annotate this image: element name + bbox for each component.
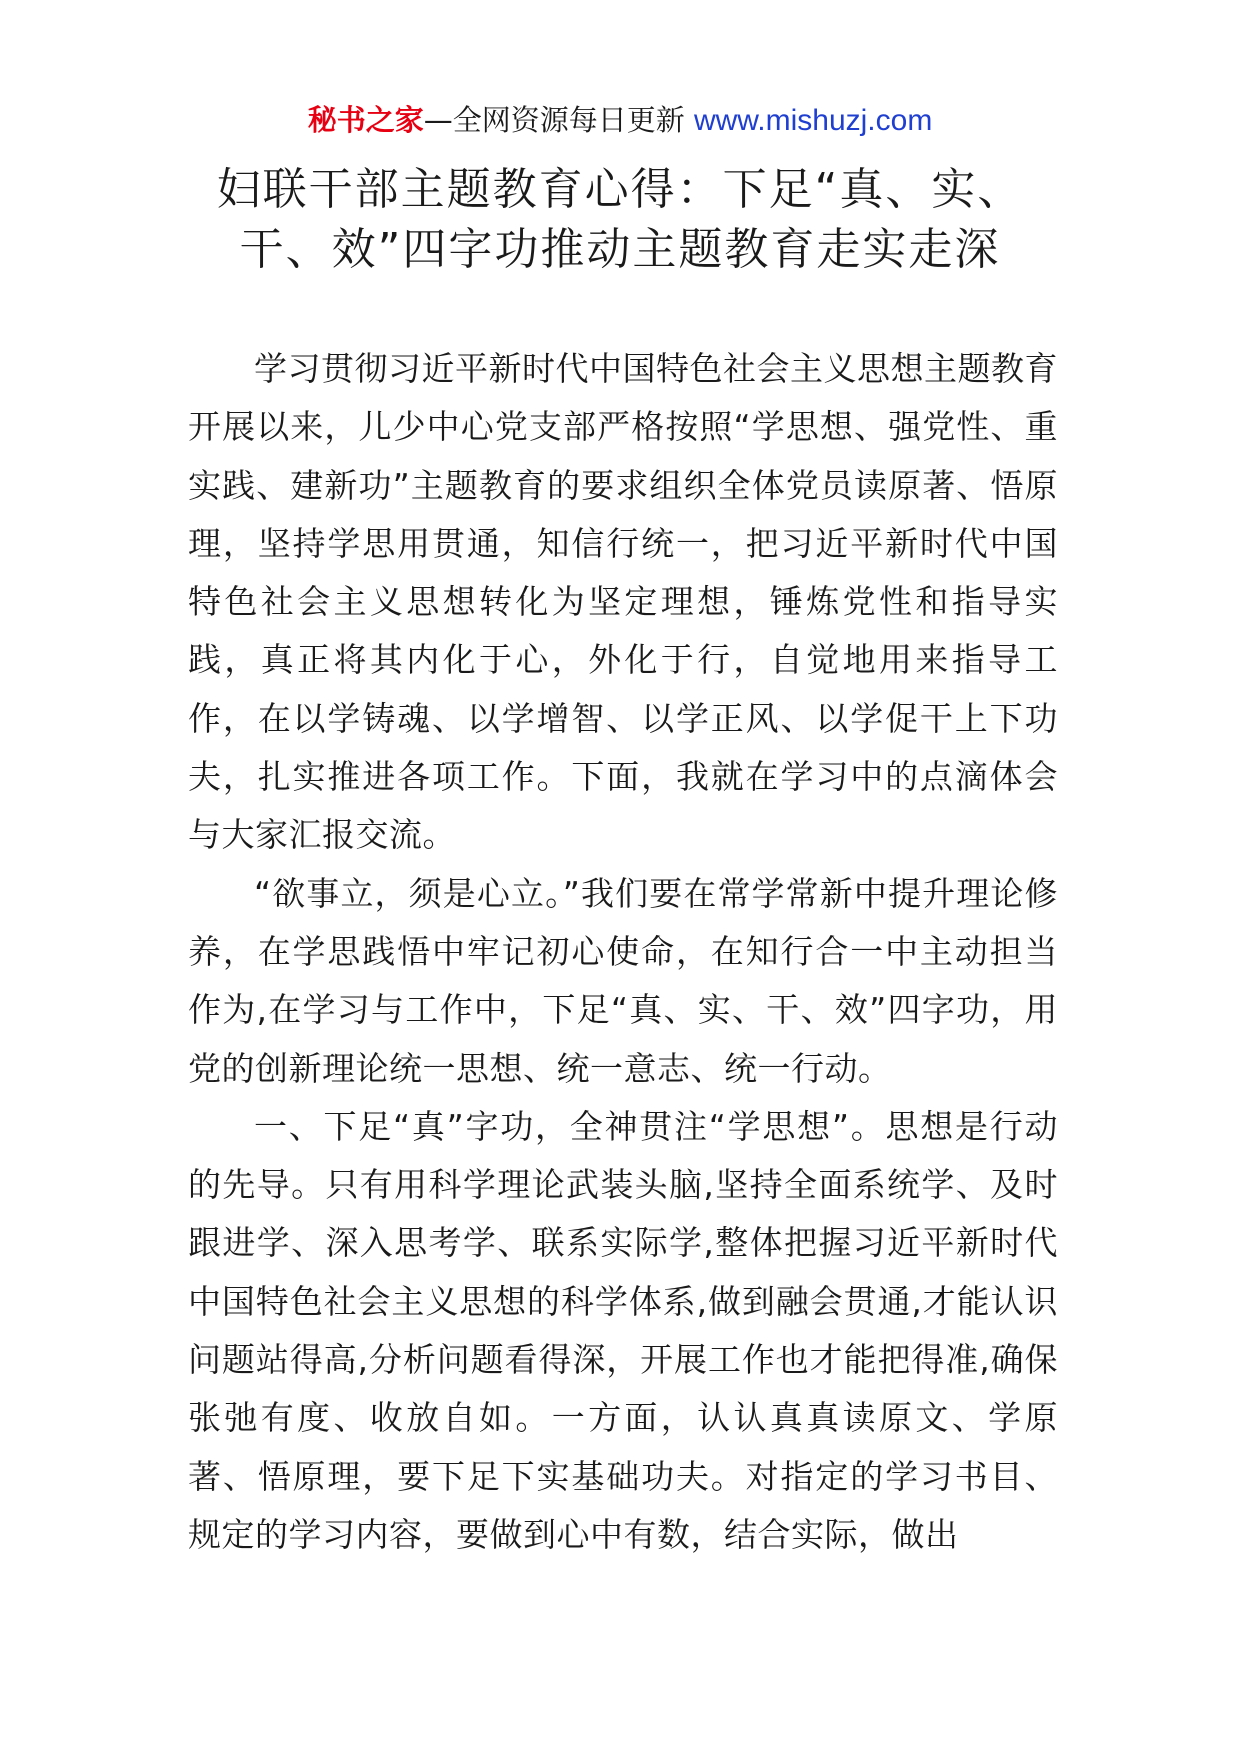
site-url-link[interactable]: www.mishuzj.com bbox=[693, 104, 933, 137]
paragraph-quote: “欲事立，须是心立。”我们要在常学常新中提升理论修养，在学思践悟中牢记初心使命，在知行合一中主动担当作为,在学习与工作中，下足“真、实、干、效”四字功，用党的创新理论统一思想、统一意志、统一行动。 bbox=[188, 873, 1058, 1088]
site-tagline: —全网资源每日更新 bbox=[423, 103, 685, 137]
document-title-line-1: 妇联干部主题教育心得：下足“真、实、 bbox=[216, 164, 1024, 215]
document-title-line-2: 干、效”四字功推动主题教育走实走深 bbox=[239, 224, 1001, 275]
document-title bbox=[150, 160, 1090, 280]
paragraph-section-one: 一、下足“真”字功，全神贯注“学思想”。思想是行动的先导。只有用科学理论武装头脑,坚持全面系统学、及时跟进学、深入思考学、联系实际学,整体把握习近平新时代中国特色社会主义思想的科学体系,做到融会贯通,才能认识问题站得高,分析问题看得深，开展工作也才能把得准,确保张弛有度、收放自如。一方面，认认真真读原文、学原著、悟原理，要下足下实基础功夫。对指定的学习书目、规定的学习内容，要做到心中有数，结合实际，做出 bbox=[188, 1106, 1058, 1554]
document-body bbox=[188, 340, 1058, 1564]
site-header-banner bbox=[0, 100, 1240, 141]
site-brand-name: 秘书之家 bbox=[307, 103, 424, 137]
paragraph-intro: 学习贯彻习近平新时代中国特色社会主义思想主题教育开展以来，儿少中心党支部严格按照“学思想、强党性、重实践、建新功”主题教育的要求组织全体党员读原著、悟原理，坚持学思用贯通，知信行统一，把习近平新时代中国特色社会主义思想转化为坚定理想，锤炼党性和指导实践，真正将其内化于心，外化于行，自觉地用来指导工作，在以学铸魂、以学增智、以学正风、以学促干上下功夫，扎实推进各项工作。下面，我就在学习中的点滴体会与大家汇报交流。 bbox=[188, 349, 1058, 855]
